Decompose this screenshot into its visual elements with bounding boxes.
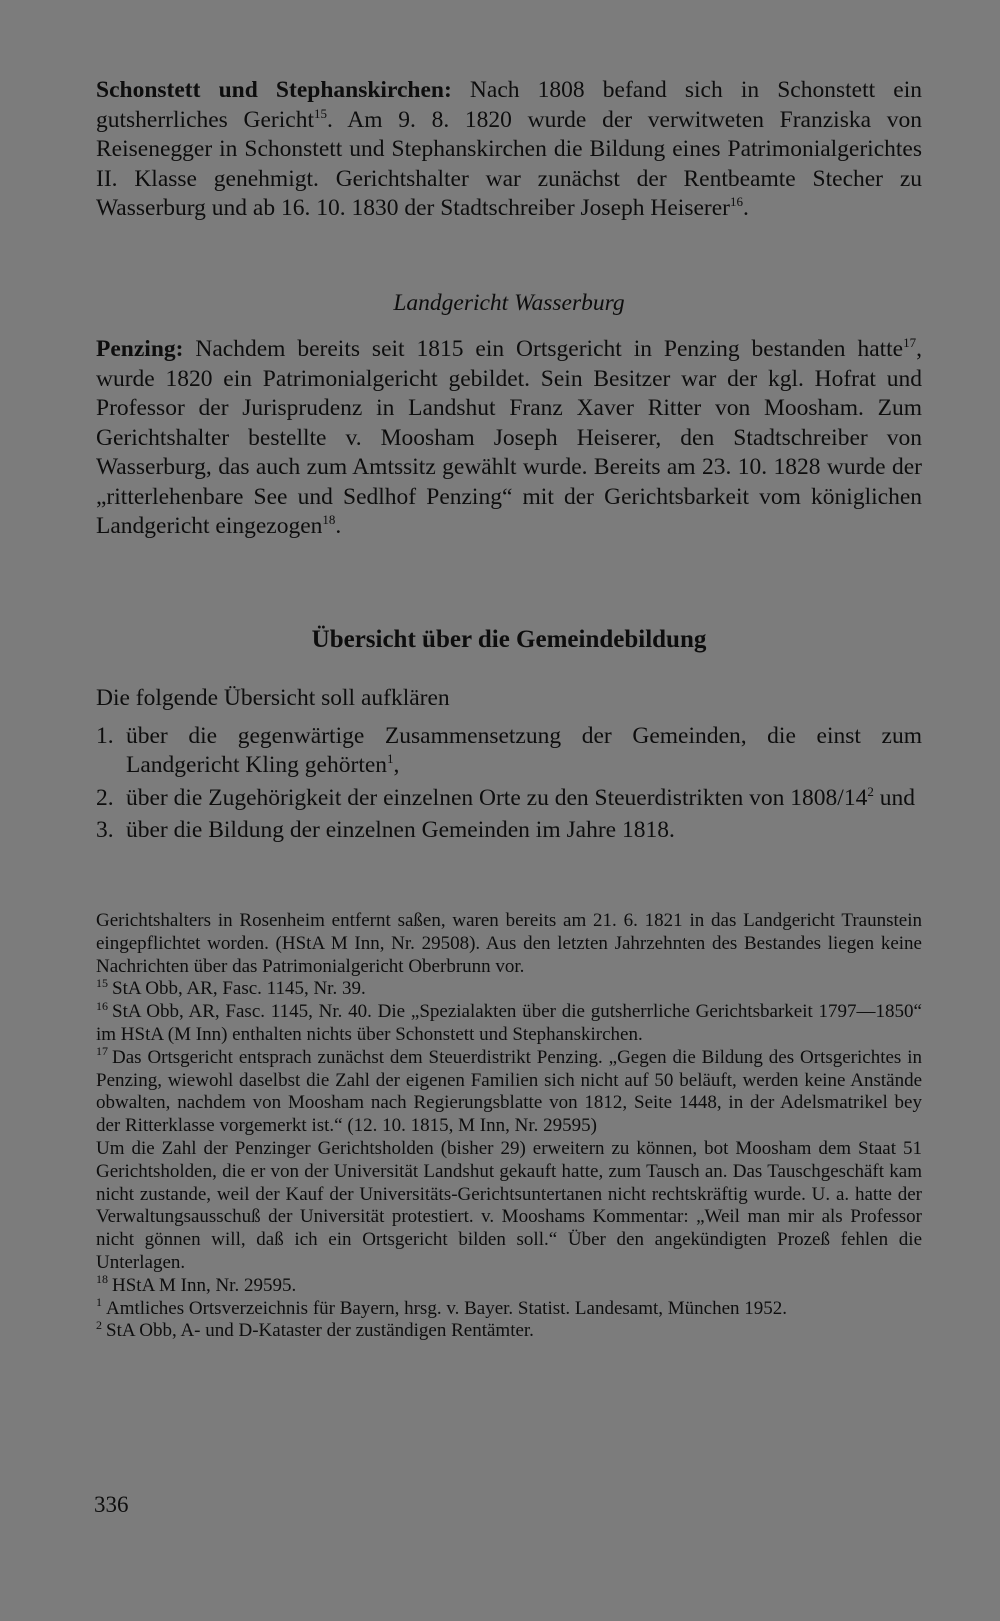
footnote-mark: 2 — [96, 1318, 102, 1333]
section-penzing — [96, 335, 922, 542]
paragraph-text: , wurde 1820 ein Patrimonialgericht gebildet. Sein Besitzer war der kgl. Hofrat und Professor der Jurisprudenz in Landshut Franz Xaver Ritter von Moosham. Zum Gerichtshalter bestellte v. Moosham Joseph Heiserer, den Stadtschreiber von Wasserburg, das auch zum Amtssitz gewählt wurde. Bereits am 23. 10. 1828 wurde der „ritterlehenbare See und Sedlhof Penzing“ mit der Gerichtsbarkeit vom königlichen Landgericht eingezogen — [96, 336, 922, 539]
list-item-number: 3. — [96, 817, 114, 843]
paragraph-text: . — [742, 195, 749, 221]
footnote-reference: 18 — [322, 512, 336, 528]
footnote-reference: 2 — [867, 783, 874, 799]
paragraph-text: Nach 1808 befand sich in Schonstett ein gutsherrliches Gericht — [96, 77, 922, 133]
paragraph-penzing — [96, 335, 922, 542]
section-schonstett — [96, 76, 922, 224]
footnote-18 — [96, 1272, 922, 1298]
overview-intro: Die folgende Übersicht soll aufklären — [96, 685, 450, 711]
list-item — [96, 722, 922, 781]
paragraph-text: . — [335, 513, 342, 539]
footnote-reference: 16 — [729, 194, 743, 210]
overview-list — [96, 722, 922, 846]
list-item-tail: , — [393, 752, 400, 778]
list-item — [96, 784, 922, 814]
footnotes — [96, 910, 922, 1343]
footnote-mark: 16 — [96, 998, 108, 1013]
paragraph-schonstett — [96, 76, 922, 224]
section-overview — [96, 684, 922, 849]
list-item-tail: und — [873, 784, 915, 811]
list-item-text: über die gegenwärtige Zusammensetzung der Gemeinden, die einst zum Landgericht Kling gehörten — [126, 722, 922, 778]
footnote-mark: 17 — [96, 1044, 108, 1059]
footnote-mark: 1 — [96, 1295, 102, 1310]
footnote-2 — [96, 1320, 922, 1343]
paragraph-text: . Am 9. 8. 1820 wurde der verwitweten Franziska von Reisenegger in Schonstett und Stephanskirchen die Bildung eines Patrimonialgerichtes II. Klasse genehmigt. Gerichtshalter war zunächst der Rentbeamte Stecher zu Wasserburg und ab 16. 10. 1830 der Stadtschreiber Joseph Heiserer — [96, 106, 922, 221]
footnote-text: Amtliches Ortsverzeichnis für Bayern, hrsg. v. Bayer. Statist. Landesamt, München 1952. — [106, 1297, 788, 1319]
list-item-number: 1. — [96, 722, 114, 749]
footnote-17-continued: Um die Zahl der Penzinger Gerichtsholden (bisher 29) erweitern zu können, bot Moosham dem Staat 51 Gerichtsholden, die er von der Universität Landshut gekauft hatte, zum Tausch an. Das Tauschgeschäft kam nicht zustande, weil der Kauf der Universitäts-Gerichtsuntertanen nicht rechtskräftig wurde. U. a. hatte der Verwaltungsausschuß der Universität protestiert. v. Mooshams Kommentar: „Weil man mir als Professor nicht gönnen will, daß ich ein Ortsgericht bilden soll.“ Über den angekündigten Prozeß fehlen die Unterlagen. — [96, 1137, 922, 1273]
footnote-mark: 15 — [96, 976, 108, 991]
footnote-mark: 18 — [96, 1272, 108, 1287]
footnote-reference: 15 — [314, 105, 327, 121]
footnote-16 — [96, 998, 922, 1047]
section-heading: Übersicht über die Gemeindebildung — [311, 626, 707, 653]
list-item — [96, 816, 922, 846]
footnote-17 — [96, 1044, 922, 1138]
section-heading-landgericht — [96, 290, 922, 317]
footnote-continuation: Gerichtshalters in Rosenheim entfernt saßen, waren bereits am 21. 6. 1821 in das Landgericht Traunstein eingepflichtet worden. (HStA M Inn, Nr. 29508). Aus den letzten Jahrzehnten des Bestandes liegen keine Nachrichten über das Patrimonialgericht Oberbrunn vor. — [96, 910, 922, 977]
footnote-reference: 17 — [903, 335, 917, 351]
footnote-text: StA Obb, AR, Fasc. 1145, Nr. 40. Die „Spezialakten über die gutsherrliche Gerichtsbarkeit 1797—1850“ im HStA (M Inn) enthalten nichts über Schonstett und Stephanskirchen. — [96, 1001, 922, 1045]
list-item-number: 2. — [96, 784, 114, 811]
paragraph-lead: Schonstett und Stephanskirchen: — [96, 77, 452, 103]
section-heading: Landgericht Wasserburg — [393, 290, 625, 316]
paragraph-text: Nachdem bereits seit 1815 ein Ortsgericht in Penzing bestanden hatte — [183, 336, 904, 362]
footnote-text: Das Ortsgericht entsprach zunächst dem Steuerdistrikt Penzing. „Gegen die Bildung des Ortsgerichtes in Penzing, wiewohl daselbst die Zahl der eigenen Familien sich nicht auf 50 beläuft, werden keine Anstände obwalten, nachdem von Moosham nach Regierungsblatte von 1812, Seite 1448, in der Adelsmatrikel bey der Ritterklasse vorgemerkt ist.“ (12. 10. 1815, M Inn, Nr. 29595) — [96, 1046, 922, 1137]
section-heading-overview — [96, 626, 922, 654]
footnote-text: StA Obb, AR, Fasc. 1145, Nr. 39. — [112, 978, 366, 1000]
paragraph-lead: Penzing: — [96, 336, 184, 362]
footnote-1 — [96, 1295, 922, 1321]
footnote-text: HStA M Inn, Nr. 29595. — [112, 1274, 297, 1296]
footnote-reference: 1 — [387, 751, 394, 767]
page-number: 336 — [94, 1492, 129, 1517]
footnote-text: StA Obb, A- und D-Kataster der zuständigen Rentämter. — [106, 1320, 534, 1342]
list-item-text: über die Zugehörigkeit der einzelnen Orte zu den Steuerdistrikten von 1808/14 — [126, 784, 868, 811]
list-item-text: über die Bildung der einzelnen Gemeinden im Jahre 1818. — [126, 817, 675, 843]
footnote-15 — [96, 978, 922, 1001]
